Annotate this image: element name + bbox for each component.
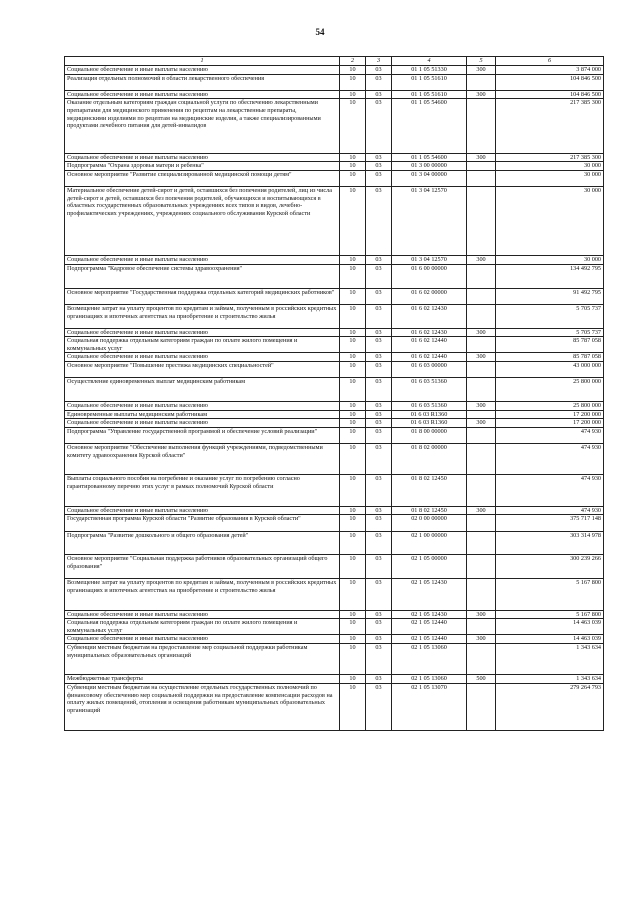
cell-subsection: 03 (366, 555, 392, 579)
table-row (65, 610, 604, 619)
cell-name: Субвенции местным бюджетам на предоставление мер социальной поддержки работникам муниципальных образовательных организаций (65, 643, 340, 674)
cell-subsection: 03 (366, 683, 392, 730)
cell-section: 10 (340, 288, 366, 304)
cell-amount: 217 385 300 (496, 153, 604, 162)
cell-section: 10 (340, 506, 366, 515)
cell-name: Социальное обеспечение и иные выплаты населению (65, 153, 340, 162)
cell-amount: 43 000 000 (496, 362, 604, 378)
cell-target-code: 01 6 00 00000 (392, 264, 467, 288)
cell-section: 10 (340, 328, 366, 337)
header-col-5: 5 (467, 57, 496, 66)
cell-target-code: 01 1 05 51610 (392, 74, 467, 90)
table-row (65, 74, 604, 90)
cell-name: Подпрограмма "Охрана здоровья матери и ребенка" (65, 162, 340, 171)
cell-expense-type (467, 515, 496, 531)
cell-target-code: 02 1 00 00000 (392, 531, 467, 555)
header-col-6: 6 (496, 57, 604, 66)
cell-target-code: 01 6 02 12430 (392, 328, 467, 337)
cell-name: Социальная поддержка отдельным категориям граждан по оплате жилого помещения и коммунальных услуг (65, 619, 340, 635)
cell-expense-type (467, 444, 496, 475)
cell-name: Социальное обеспечение и иные выплаты населению (65, 66, 340, 75)
cell-section: 10 (340, 475, 366, 506)
cell-section: 10 (340, 579, 366, 610)
cell-subsection: 03 (366, 153, 392, 162)
table-row (65, 66, 604, 75)
cell-expense-type (467, 619, 496, 635)
cell-amount: 104 846 500 (496, 90, 604, 99)
cell-amount: 85 787 058 (496, 353, 604, 362)
table-row (65, 402, 604, 411)
cell-subsection: 03 (366, 444, 392, 475)
cell-target-code: 01 3 04 12570 (392, 186, 467, 255)
cell-name: Социальное обеспечение и иные выплаты населению (65, 256, 340, 265)
cell-amount: 14 463 039 (496, 619, 604, 635)
cell-subsection: 03 (366, 170, 392, 186)
cell-target-code: 01 6 03 00000 (392, 362, 467, 378)
cell-target-code: 01 6 02 12440 (392, 353, 467, 362)
table-row (65, 531, 604, 555)
cell-name: Социальное обеспечение и иные выплаты населению (65, 419, 340, 428)
cell-name: Социальное обеспечение и иные выплаты населению (65, 328, 340, 337)
table-row (65, 683, 604, 730)
cell-amount: 30 000 (496, 162, 604, 171)
cell-name: Оказание отдельным категориям граждан социальной услуги по обеспечению лекарственными препаратами для медицинского применения по рецептам на лекарственные препараты, медицинскими изделиями по рецептам на медицинские изделия, а также специализированными продуктами лечебного питания для детей-инвалидов (65, 99, 340, 153)
cell-subsection: 03 (366, 619, 392, 635)
cell-subsection: 03 (366, 643, 392, 674)
cell-expense-type: 300 (467, 610, 496, 619)
table-header-row (65, 57, 604, 66)
cell-subsection: 03 (366, 162, 392, 171)
cell-target-code: 02 1 05 12430 (392, 579, 467, 610)
cell-subsection: 03 (366, 99, 392, 153)
cell-expense-type (467, 162, 496, 171)
cell-section: 10 (340, 402, 366, 411)
table-row (65, 362, 604, 378)
cell-expense-type: 300 (467, 328, 496, 337)
cell-name: Возмещение затрат на уплату процентов по кредитам и займам, полученным в российских кредитных организациях и ипотечных агентствах на приобретение и строительство жилья (65, 579, 340, 610)
cell-amount: 1 343 634 (496, 643, 604, 674)
cell-section: 10 (340, 337, 366, 353)
cell-section: 10 (340, 153, 366, 162)
cell-name: Государственная программа Курской области "Развитие образования в Курской области" (65, 515, 340, 531)
cell-subsection: 03 (366, 304, 392, 328)
cell-target-code: 02 1 05 00000 (392, 555, 467, 579)
header-col-4: 4 (392, 57, 467, 66)
cell-section: 10 (340, 619, 366, 635)
cell-expense-type (467, 531, 496, 555)
cell-section: 10 (340, 99, 366, 153)
cell-amount: 375 717 148 (496, 515, 604, 531)
cell-target-code: 02 1 05 12440 (392, 619, 467, 635)
cell-section: 10 (340, 256, 366, 265)
cell-section: 10 (340, 531, 366, 555)
table-row (65, 153, 604, 162)
cell-section: 10 (340, 643, 366, 674)
cell-expense-type (467, 186, 496, 255)
cell-name: Осуществление единовременных выплат медицинским работникам (65, 378, 340, 402)
cell-amount: 30 000 (496, 186, 604, 255)
table-row (65, 186, 604, 255)
cell-amount: 134 492 795 (496, 264, 604, 288)
cell-subsection: 03 (366, 635, 392, 644)
cell-expense-type: 300 (467, 90, 496, 99)
cell-amount: 5 705 737 (496, 304, 604, 328)
cell-name: Социальная поддержка отдельным категориям граждан по оплате жилого помещения и коммунальных услуг (65, 337, 340, 353)
cell-expense-type: 300 (467, 66, 496, 75)
cell-target-code: 01 6 02 12440 (392, 337, 467, 353)
cell-target-code: 01 8 00 00000 (392, 427, 467, 443)
cell-subsection: 03 (366, 419, 392, 428)
cell-amount: 85 787 058 (496, 337, 604, 353)
cell-amount: 3 874 000 (496, 66, 604, 75)
cell-section: 10 (340, 378, 366, 402)
cell-subsection: 03 (366, 531, 392, 555)
cell-section: 10 (340, 410, 366, 419)
cell-section: 10 (340, 444, 366, 475)
cell-amount: 474 930 (496, 444, 604, 475)
cell-subsection: 03 (366, 378, 392, 402)
cell-name: Социальное обеспечение и иные выплаты населению (65, 610, 340, 619)
cell-expense-type (467, 288, 496, 304)
cell-section: 10 (340, 304, 366, 328)
table-row (65, 419, 604, 428)
cell-expense-type (467, 427, 496, 443)
cell-subsection: 03 (366, 610, 392, 619)
cell-name: Основное мероприятие "Обеспечение выполнения функций учреждениями, подведомственными комитету здравоохранения Курской области" (65, 444, 340, 475)
cell-subsection: 03 (366, 256, 392, 265)
cell-subsection: 03 (366, 328, 392, 337)
cell-target-code: 01 8 02 00000 (392, 444, 467, 475)
cell-target-code: 01 6 02 00000 (392, 288, 467, 304)
cell-amount: 279 264 793 (496, 683, 604, 730)
cell-name: Подпрограмма "Развитие дошкольного и общего образования детей" (65, 531, 340, 555)
cell-target-code: 01 1 05 51610 (392, 90, 467, 99)
table-row (65, 378, 604, 402)
cell-expense-type: 500 (467, 675, 496, 684)
cell-expense-type (467, 304, 496, 328)
cell-section: 10 (340, 186, 366, 255)
cell-amount: 17 200 000 (496, 419, 604, 428)
cell-amount: 30 000 (496, 256, 604, 265)
cell-amount: 5 167 800 (496, 579, 604, 610)
table-row (65, 256, 604, 265)
cell-target-code: 02 0 00 00000 (392, 515, 467, 531)
cell-name: Субвенции местным бюджетам на осуществление отдельных государственных полномочий по финансовому обеспечению мер социальной поддержки на предоставление компенсации расходов на оплату жилых помещений, отопления и освещения работникам муниципальных образовательных организаций (65, 683, 340, 730)
table-row (65, 99, 604, 153)
cell-amount: 300 239 266 (496, 555, 604, 579)
cell-section: 10 (340, 162, 366, 171)
cell-name: Социальное обеспечение и иные выплаты населению (65, 90, 340, 99)
cell-target-code: 01 1 05 51330 (392, 66, 467, 75)
cell-amount: 25 800 000 (496, 378, 604, 402)
cell-expense-type (467, 579, 496, 610)
table-row (65, 90, 604, 99)
cell-amount: 5 167 800 (496, 610, 604, 619)
cell-expense-type (467, 683, 496, 730)
cell-amount: 303 314 978 (496, 531, 604, 555)
cell-subsection: 03 (366, 475, 392, 506)
table-body (65, 66, 604, 731)
cell-amount: 217 385 300 (496, 99, 604, 153)
table-row (65, 635, 604, 644)
cell-target-code: 02 1 05 13060 (392, 675, 467, 684)
cell-amount: 474 930 (496, 427, 604, 443)
cell-section: 10 (340, 66, 366, 75)
cell-name: Основное мероприятие "Развитие специализированной медицинской помощи детям" (65, 170, 340, 186)
table-row (65, 410, 604, 419)
table-row (65, 337, 604, 353)
cell-expense-type (467, 643, 496, 674)
table-row (65, 515, 604, 531)
cell-section: 10 (340, 610, 366, 619)
cell-name: Возмещение затрат на уплату процентов по кредитам и займам, полученным в российских кредитных организациях и ипотечных агентствах на приобретение и строительство жилья (65, 304, 340, 328)
table-row (65, 170, 604, 186)
cell-amount: 474 930 (496, 475, 604, 506)
table-row (65, 288, 604, 304)
cell-target-code: 01 6 03 51360 (392, 378, 467, 402)
cell-expense-type (467, 378, 496, 402)
budget-table (64, 56, 604, 731)
cell-subsection: 03 (366, 66, 392, 75)
table-row (65, 475, 604, 506)
cell-section: 10 (340, 675, 366, 684)
cell-target-code: 01 3 04 00000 (392, 170, 467, 186)
cell-section: 10 (340, 515, 366, 531)
cell-subsection: 03 (366, 74, 392, 90)
cell-expense-type (467, 264, 496, 288)
cell-subsection: 03 (366, 264, 392, 288)
cell-name: Подпрограмма "Управление государственной программой и обеспечение условий реализации" (65, 427, 340, 443)
cell-expense-type (467, 410, 496, 419)
cell-expense-type: 300 (467, 153, 496, 162)
cell-amount: 104 846 500 (496, 74, 604, 90)
cell-section: 10 (340, 635, 366, 644)
table-row (65, 264, 604, 288)
cell-amount: 474 930 (496, 506, 604, 515)
cell-amount: 14 463 039 (496, 635, 604, 644)
page-number: 54 (315, 27, 325, 37)
cell-target-code: 02 1 05 12440 (392, 635, 467, 644)
cell-subsection: 03 (366, 288, 392, 304)
cell-subsection: 03 (366, 186, 392, 255)
cell-section: 10 (340, 353, 366, 362)
cell-name: Социальное обеспечение и иные выплаты населению (65, 353, 340, 362)
cell-expense-type: 300 (467, 353, 496, 362)
table-row (65, 353, 604, 362)
cell-subsection: 03 (366, 402, 392, 411)
table-row (65, 328, 604, 337)
cell-target-code: 01 8 02 12450 (392, 506, 467, 515)
cell-expense-type (467, 74, 496, 90)
table-row (65, 579, 604, 610)
cell-expense-type (467, 362, 496, 378)
cell-name: Единовременные выплаты медицинским работникам (65, 410, 340, 419)
cell-target-code: 01 6 03 51360 (392, 402, 467, 411)
cell-amount: 1 343 634 (496, 675, 604, 684)
cell-expense-type: 300 (467, 506, 496, 515)
header-col-2: 2 (340, 57, 366, 66)
cell-subsection: 03 (366, 515, 392, 531)
cell-section: 10 (340, 90, 366, 99)
table-row (65, 162, 604, 171)
cell-amount: 30 000 (496, 170, 604, 186)
cell-amount: 5 705 737 (496, 328, 604, 337)
cell-target-code: 01 6 03 R1360 (392, 419, 467, 428)
cell-subsection: 03 (366, 675, 392, 684)
cell-expense-type: 300 (467, 635, 496, 644)
cell-subsection: 03 (366, 90, 392, 99)
cell-name: Выплаты социального пособия на погребение и оказание услуг по погребению согласно гарантированному перечню этих услуг в рамках полномочий Курской области (65, 475, 340, 506)
cell-target-code: 02 1 05 13070 (392, 683, 467, 730)
cell-subsection: 03 (366, 506, 392, 515)
cell-subsection: 03 (366, 353, 392, 362)
cell-section: 10 (340, 170, 366, 186)
cell-expense-type (467, 337, 496, 353)
cell-section: 10 (340, 362, 366, 378)
table-row (65, 555, 604, 579)
cell-expense-type: 300 (467, 419, 496, 428)
cell-name: Социальное обеспечение и иные выплаты населению (65, 402, 340, 411)
cell-subsection: 03 (366, 337, 392, 353)
cell-name: Реализация отдельных полномочий в области лекарственного обеспечения (65, 74, 340, 90)
cell-subsection: 03 (366, 410, 392, 419)
cell-target-code: 01 1 05 54600 (392, 153, 467, 162)
cell-section: 10 (340, 74, 366, 90)
cell-target-code: 01 3 04 12570 (392, 256, 467, 265)
cell-section: 10 (340, 419, 366, 428)
table-row (65, 304, 604, 328)
cell-name: Основное мероприятие "Государственная поддержка отдельных категорий медицинских работников" (65, 288, 340, 304)
cell-expense-type (467, 170, 496, 186)
cell-name: Материальное обеспечение детей-сирот и детей, оставшихся без попечения родителей, лиц из числа детей-сирот и детей, оставшихся без попечения родителей, обучающихся и воспитывающихся в областных государственных образовательных учреждениях всех типов и видов, лечебно-профилактических учреждениях, учреждениях социального обслуживания Курской области (65, 186, 340, 255)
cell-target-code: 01 3 00 00000 (392, 162, 467, 171)
cell-name: Социальное обеспечение и иные выплаты населению (65, 635, 340, 644)
cell-target-code: 02 1 05 13060 (392, 643, 467, 674)
cell-amount: 17 200 000 (496, 410, 604, 419)
cell-name: Основное мероприятие "Повышение престижа медицинских специальностей" (65, 362, 340, 378)
cell-expense-type (467, 99, 496, 153)
cell-amount: 25 800 000 (496, 402, 604, 411)
cell-target-code: 01 6 02 12430 (392, 304, 467, 328)
cell-subsection: 03 (366, 427, 392, 443)
cell-expense-type (467, 555, 496, 579)
cell-expense-type: 300 (467, 402, 496, 411)
cell-subsection: 03 (366, 579, 392, 610)
cell-name: Социальное обеспечение и иные выплаты населению (65, 506, 340, 515)
cell-name: Подпрограмма "Кадровое обеспечение системы здравоохранения" (65, 264, 340, 288)
cell-section: 10 (340, 683, 366, 730)
cell-amount: 91 492 795 (496, 288, 604, 304)
cell-section: 10 (340, 555, 366, 579)
table-row (65, 506, 604, 515)
cell-section: 10 (340, 427, 366, 443)
cell-target-code: 01 1 05 54600 (392, 99, 467, 153)
cell-section: 10 (340, 264, 366, 288)
cell-name: Межбюджетные трансферты (65, 675, 340, 684)
cell-name: Основное мероприятие "Социальная поддержка работников образовательных организаций общего образования" (65, 555, 340, 579)
cell-target-code: 01 6 03 R1360 (392, 410, 467, 419)
cell-expense-type: 300 (467, 256, 496, 265)
header-col-1: 1 (65, 57, 340, 66)
table-row (65, 675, 604, 684)
table-row (65, 643, 604, 674)
cell-target-code: 02 1 05 12430 (392, 610, 467, 619)
table-row (65, 619, 604, 635)
cell-target-code: 01 8 02 12450 (392, 475, 467, 506)
table-row (65, 444, 604, 475)
cell-expense-type (467, 475, 496, 506)
table-row (65, 427, 604, 443)
header-col-3: 3 (366, 57, 392, 66)
cell-subsection: 03 (366, 362, 392, 378)
